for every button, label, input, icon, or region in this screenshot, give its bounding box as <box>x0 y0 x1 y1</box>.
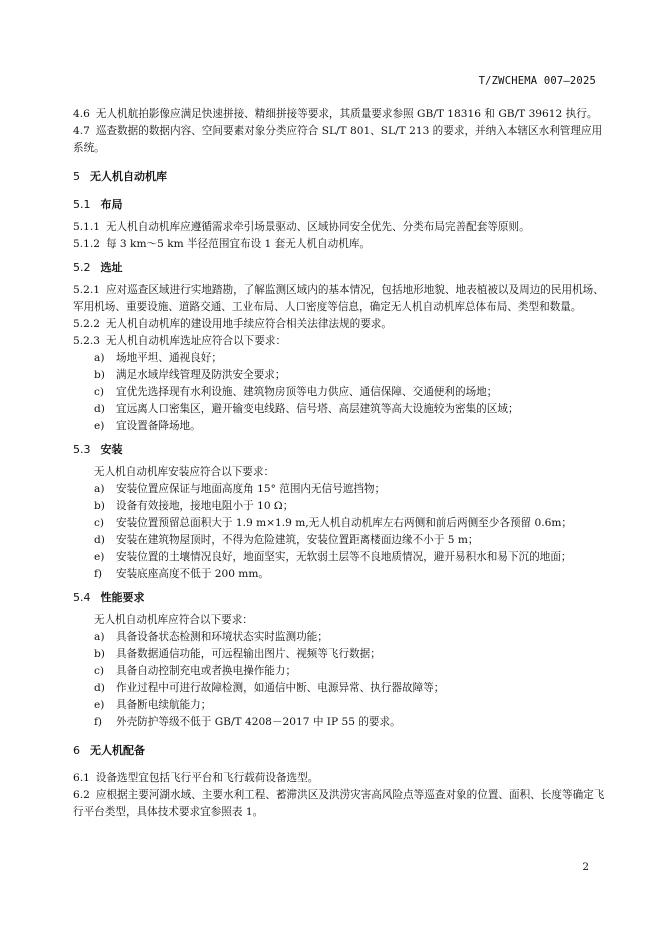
list-text: 安装位置预留总面积大于 1.9 m×1.9 m,无人机自动机库左右两侧和前后两侧至少各预留 0.6m； <box>116 517 572 529</box>
list-label: c) <box>94 665 105 677</box>
document-body <box>73 106 607 821</box>
list-label: b) <box>94 500 105 512</box>
list-item <box>73 515 607 532</box>
list-text: 外壳防护等级不低于 GB/T 4208－2017 中 IP 55 的要求。 <box>116 716 401 728</box>
section-title: 无人机配备 <box>90 744 145 757</box>
list-item <box>73 549 607 566</box>
clause-text: 无人机自动机库的建设用地手续应符合相关法律法规的要求。 <box>105 318 392 330</box>
list-text: 具备断电续航能力； <box>116 699 212 711</box>
list-label: a) <box>94 631 105 643</box>
list-text: 场地平坦、通视良好； <box>116 352 222 364</box>
section-title: 性能要求 <box>100 591 145 604</box>
list-text: 宜设置备降场地。 <box>116 420 201 432</box>
list-text: 宜远离人口密集区，避开输变电线路、信号塔、高层建筑等高大设施较为密集的区域； <box>116 403 519 415</box>
section-5-4-heading <box>73 589 607 606</box>
section-5-heading <box>73 168 607 185</box>
list-label: e) <box>94 551 105 563</box>
list-item <box>73 418 607 435</box>
list-text: 具备自动控制充电或者换电操作能力； <box>116 665 297 677</box>
list-label: d) <box>94 682 105 694</box>
clause-number: 5.1.2 <box>73 238 100 250</box>
section-5-1-heading <box>73 196 607 213</box>
list-label: c) <box>94 517 105 529</box>
clause-5-2-2 <box>73 316 607 333</box>
list-label: b) <box>94 369 105 381</box>
section-5-3-heading <box>73 441 607 458</box>
section-intro: 无人机自动机库应符合以下要求： <box>94 614 253 626</box>
list-label: e) <box>94 699 105 711</box>
list-item <box>73 401 607 418</box>
list-item <box>73 714 607 731</box>
section-number: 5.3 <box>73 443 91 456</box>
list-item <box>73 697 607 714</box>
clause-5-1-1 <box>73 219 607 236</box>
section-title: 无人机自动机库 <box>90 170 167 183</box>
list-text: 具备数据通信功能，可远程输出图片、视频等飞行数据； <box>116 648 381 660</box>
list-item <box>73 532 607 549</box>
section-intro: 无人机自动机库安装应符合以下要求： <box>94 466 275 478</box>
document-code: T/ZWCHEMA 007—2025 <box>478 75 596 87</box>
clause-number: 4.7 <box>73 125 90 137</box>
section-title: 布局 <box>100 198 123 211</box>
clause-5-1-2 <box>73 236 607 253</box>
clause-text: 应根据主要河湖水域、主要水利工程、蓄滞洪区及洪涝灾害高风险点等巡查对象的位置、面积、长度等确定飞行平台类型，具体技术要求宜参照表 1。 <box>73 789 605 818</box>
section-title: 安装 <box>100 443 123 456</box>
clause-text: 设备选型宜包括飞行平台和飞行载荷设备选型。 <box>95 772 319 784</box>
list-text: 满足水域岸线管理及防洪安全要求； <box>116 369 286 381</box>
list-label: f) <box>94 568 103 580</box>
clause-text: 无人机自动机库应遵循需求牵引场景驱动、区域协同安全优先、分类布局完善配套等原则。 <box>105 221 530 233</box>
section-number: 5.1 <box>73 198 91 211</box>
clause-6-2 <box>73 787 607 821</box>
section-number: 6 <box>73 744 80 757</box>
list-label: c) <box>94 386 105 398</box>
list-label: d) <box>94 534 105 546</box>
list-label: b) <box>94 648 105 660</box>
clause-number: 5.2.1 <box>73 284 100 296</box>
list-text: 作业过程中可进行故障检测，如通信中断、电源异常、执行器故障等； <box>116 682 445 694</box>
clause-text: 巡查数据的数据内容、空间要素对象分类应符合 SL/T 801、SL/T 213 的要求，并纳入本辖区水利管理应用系统。 <box>73 125 603 154</box>
list-text: 安装位置的土壤情况良好，地面坚实，无软弱土层等不良地质情况，避开易积水和易下沉的地面； <box>116 551 572 563</box>
clause-5-2-1 <box>73 282 607 316</box>
list-label: d) <box>94 403 105 415</box>
list-text: 设备有效接地，接地电阻小于 10 Ω； <box>116 500 294 512</box>
list-item <box>73 350 607 367</box>
list-item <box>73 680 607 697</box>
clause-number: 4.6 <box>73 108 90 120</box>
clause-number: 5.1.1 <box>73 221 100 233</box>
clause-5-2-3 <box>73 333 607 350</box>
list-item <box>73 629 607 646</box>
list-item <box>73 663 607 680</box>
list-text: 宜优先选择现有水利设施、建筑物房顶等电力供应、通信保障、交通便利的场地； <box>116 386 498 398</box>
clause-number: 5.2.3 <box>73 335 100 347</box>
clause-number: 5.2.2 <box>73 318 100 330</box>
list-item <box>73 481 607 498</box>
section-number: 5 <box>73 170 80 183</box>
section-number: 5.4 <box>73 591 91 604</box>
list-text: 安装在建筑物屋顶时，不得为危险建筑，安装位置距离楼面边缘不小于 5 m； <box>116 534 479 546</box>
section-number: 5.2 <box>73 261 91 274</box>
list-label: a) <box>94 352 105 364</box>
list-item <box>73 566 607 583</box>
clause-number: 6.1 <box>73 772 90 784</box>
list-text: 安装底座高度不低于 200 mm。 <box>116 568 269 580</box>
section-6-heading <box>73 742 607 759</box>
clause-text: 无人机航拍影像应满足快速拼接、精细拼接等要求，其质量要求参照 GB/T 18316 和 GB/T 39612 执行。 <box>95 108 598 120</box>
list-label: a) <box>94 483 105 495</box>
clause-number: 6.2 <box>73 789 90 801</box>
list-item <box>73 384 607 401</box>
clause-4-7 <box>73 123 607 157</box>
clause-4-6 <box>73 106 607 123</box>
section-5-2-heading <box>73 259 607 276</box>
list-item <box>73 646 607 663</box>
list-label: f) <box>94 716 103 728</box>
list-label: e) <box>94 420 105 432</box>
clause-text: 应对巡查区域进行实地踏勘，了解监测区域内的基本情况，包括地形地貌、地表植被以及周边的民用机场、军用机场、重要设施、道路交通、工业布局、人口密度等信息，确定无人机自动机库总体布局、类型和数量。 <box>73 284 604 313</box>
clause-text: 无人机自动机库选址应符合以下要求： <box>105 335 287 347</box>
list-text: 具备设备状态检测和环境状态实时监测功能； <box>116 631 328 643</box>
page-number: 2 <box>582 861 589 873</box>
clause-text: 每 3 km～5 km 半径范围宜布设 1 套无人机自动机库。 <box>105 238 371 250</box>
clause-6-1 <box>73 770 607 787</box>
list-item <box>73 498 607 515</box>
list-item <box>73 367 607 384</box>
section-title: 选址 <box>100 261 123 274</box>
list-text: 安装位置应保证与地面高度角 15° 范围内无信号遮挡物； <box>116 483 386 495</box>
